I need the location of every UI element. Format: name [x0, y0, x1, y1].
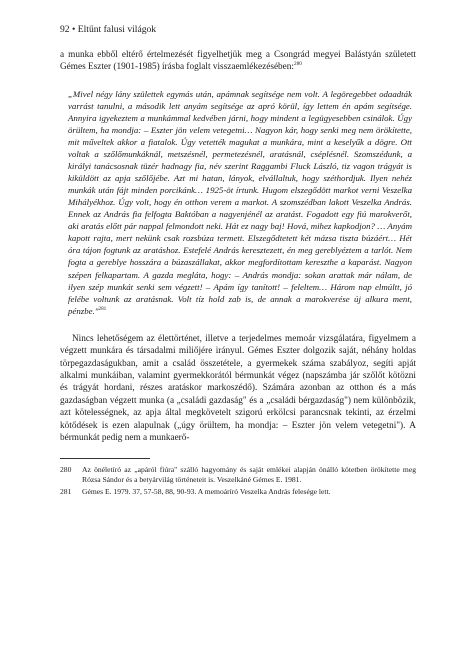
footnote-number: 281	[60, 486, 72, 496]
memoir-quote	[68, 88, 412, 317]
book-page	[60, 24, 416, 498]
page-number: 92	[60, 24, 70, 35]
footnote-text: Az önéletíró az „apáról fiúra" szálló hagyomány és saját emlékei alapján önálló kötetben örökítette meg Rózsa Sándor és a betyárvilág történeteit is. Veszelkáné Gémes E. 1981.	[82, 465, 416, 484]
running-header	[60, 24, 416, 35]
quote-text: „Mivel négy lány születtek egymás után, apámnak segítsége nem volt. A legöregebbet odaadták varrást tanulni, a második lett anyám segítsége az apró körül, így lettem én apám segítsége. Annyira igyekeztem a munkámmal kedvében járni, hogy mindent a legügyesebben csinálok. Úgy örültem, ha mondja: – Eszter jön velem vetegetni… Nagyon kár, hogy senki meg nem örökítette, mit műveltek akkor a fiatalok. Úgy vetették magukat a munkára, mint a keselyűk a dögre. Ott voltak a szőlőmunkáknál, metszésnél, permetezésnél, aratásnál, cséplésnél. Szomszédunk, a királyi tanácsosnak tüzér hadnagy fia, név szerint Raggambi Fluck László, tiz vagon trágyát is kiküldött az apja szőlőjébe. Azt mi hatan, lányok, elvállaltuk, hogy széthordjuk. Ilyen nehéz munkák után fájt minden porcikánk… 1925-öt írtunk. Hugom elszegődött markot verni Veszelka Mihályékhoz. Úgy volt, hogy én otthon verem a markot. A szomszédban lakott Veszelka András. Ennek az András fia felfogta Baktóban a nagyenjénél az aratást. Fogadott egy fiú marokverőt, aki aratás előtt pár nappal felmondott neki. Hát ez nagy baj! Hová, mihez kapkodjon? … Anyám kapott rajta, mert nekünk csak rozsbúza termett. Elszegődtetett két mázsa tiszta búzáért… Hét óra tájon fogtunk az aratáshoz. Estefelé András keresztezett, én meg gereblyéztem a tarlót. Nem fogta a gereblye hosszára a búzaszállakat, akkor megfordítottam kereszthe a kaparást. Nagyon szépen felkapartam. A gazda megláta, hogy: – András mondja: sokan arattak már nálam, de ilyen szép munkát senki sem végzett! – Apám így tanított! – feleltem… Három nap elmúltt, jó felébe voltunk az aratásnak. Volt tíz hold zab is, de annak a marokverése új alkura ment, pénzbe."	[68, 88, 412, 316]
footnote-number: 280	[60, 465, 72, 475]
footnote-text: Gémes E. 1979. 37, 57-58, 88, 90-93. A memoáríró Veszelka András felesége lett.	[82, 486, 331, 496]
header-title: Eltűnt falusi világok	[77, 24, 157, 35]
footnote-ref-281[interactable]: 281	[98, 305, 107, 312]
footnote-280	[60, 465, 416, 484]
intro-paragraph	[60, 49, 416, 74]
intro-text: a munka ebből eltérő értelmezését figyelhetjük meg a Csongrád megyei Balástyán született Gémes Eszter (1901-1985) írásba foglalt visszaemlékezésében:	[60, 50, 416, 73]
footnote-281	[60, 487, 416, 497]
footnote-ref-280[interactable]: 280	[294, 61, 302, 68]
footnote-divider	[60, 458, 150, 459]
body-paragraph: Nincs lehetőségem az élettörténet, illetve a terjedelmes memoár vizsgálatára, figyelmem a végzett munkára és társadalmi miliőjére irányul. Gémes Eszter dolgozik saját, néhány holdas törpegazdaságukban, amit a család összetétele, a gyermekek száma szabályoz, segíti apját alkalmi munkáiban, valamint gyermekkorától bérmunkát végez (napszámba jár szőlőt kötözni és trágyát hordani, részes aratáskor markoszédő). Számára azonban az otthon és a más gazdaságban végzett munka (a „családi gazdaság" és a „családi bérgazdaság") nem különbözik, azt kötelességnek, az apja által megkövetelt szigorú erkölcsi parancsnak tekinti, az érzelmi kötődések is ezen alapulnak („úgy örültem, ha mondja: – Eszter jön velem vetegetni"). A bérmunkát pedig nem a munkaerő-	[60, 333, 416, 443]
header-separator: •	[72, 24, 76, 35]
